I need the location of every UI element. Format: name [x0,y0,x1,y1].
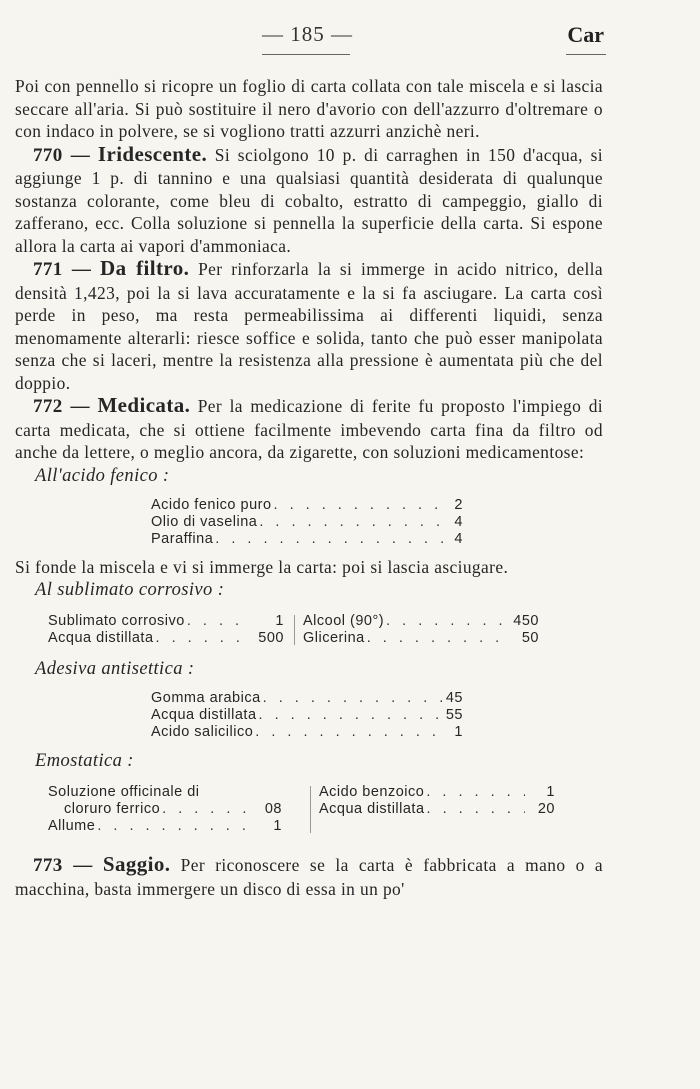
recipe-row: Acido fenico puro . . . 2 [151,497,463,514]
recipe-row: Sublimato corrosivo . . . 1 [48,613,284,630]
entry-text: Per riconoscere se la carta è fabbricata a mano o a macchina, basta immergere un disco di essa in un po' [15,855,603,899]
entry-title: Medicata. [97,393,191,417]
column-divider [310,786,311,833]
entry-773 [15,853,603,900]
recipe-fenico [151,497,463,548]
recipe-row: Gomma arabica . . . 45 [151,690,463,707]
recipe-heading: Adesiva antisettica : [35,659,195,679]
recipe-row: cloruro ferrico . . . 08 [48,801,282,818]
intro-paragraph: Poi con pennello si ricopre un foglio di carta collata con tale miscela e si lascia seccare all'aria. Si può sostituire il nero d'avorio con dell'azzurro d'oltremare o con indaco in polvere, se si vogliono tratti azzurri anzichè neri. [15,76,603,141]
recipe-row: Acido benzoico . . . 1 [319,784,555,801]
recipe-row: Olio di vaselina . . . 4 [151,514,463,531]
recipe-row: Acqua distillata . . . 500 [48,630,284,647]
entry-number: 773 — [33,855,93,876]
recipe-row: Alcool (90°) . . . 450 [303,613,539,630]
recipe-sublimato [48,613,603,647]
recipe-row: Acido salicilico . . . 1 [151,724,463,741]
body-text [15,75,603,900]
recipe-row: Paraffina . . . 4 [151,531,463,548]
recipe-row: Acqua distillata . . . 20 [319,801,555,818]
entry-770 [15,143,603,258]
entry-771 [15,257,603,394]
recipe-row: Glicerina . . . 50 [303,630,539,647]
recipe-emostatica [48,784,603,835]
entry-title: Da filtro. [100,256,190,280]
column-divider [294,615,295,645]
running-head: Car [567,22,604,47]
recipe-heading: Emostatica : [35,751,134,771]
recipe-row: Soluzione officinale di [48,784,200,800]
entry-text: Si sciolgono 10 p. di carraghen in 150 d'acqua, si aggiunge 1 p. di tannino e una qualsiasi quantità desiderata di qualunque sostanza colorante, come bleu di cobalto, estratto di campeggio, giallo di zafferano, ecc. Colla soluzione si pennella la superficie della carta. Si espone allora la carta ai vapori d'ammoniaca. [15,144,604,256]
recipe-heading: Al sublimato corrosivo : [35,580,225,600]
entry-text: Per rinforzarla la si immerge in acido nitrico, della densità 1,423, poi la si lava accuratamente e la si fa asciugare. La carta così perde in peso, ma resta permeabilissima ai differenti liquidi, senza menomamente alterarli: riesce soffice e solida, tanto che può esser manipolata senza che si laceri, mentre la resistenza alla pressione è aumentata più che del doppio. [15,259,604,393]
entry-772 [15,394,603,464]
entry-number: 770 — [33,144,91,166]
page-number: — 185 — [262,22,353,46]
entry-title: Iridescente. [97,141,208,166]
recipe-instruction: Si fonde la miscela e vi si immerge la carta: poi si lascia asciugare. [15,556,509,577]
entry-number: 772 — [33,396,90,417]
entry-text: Per la medicazione di ferite fu proposto l'impiego di carta medicata, che si ottiene facilmente imbevendo carta fina da filtro od anche da lettere, o meglio ancora, da zigarette, con soluzioni medicamentose: [15,396,604,462]
header-rule [566,54,606,55]
recipe-row: Acqua distillata . . . 55 [151,707,463,724]
header-rule [262,54,350,55]
recipe-adesiva [151,690,463,741]
recipe-heading: All'acido fenico : [35,465,170,486]
recipe-row: Allume . . . 1 [48,818,282,835]
entry-number: 771 — [33,259,92,280]
page-header [0,22,700,62]
entry-title: Saggio. [102,852,171,876]
